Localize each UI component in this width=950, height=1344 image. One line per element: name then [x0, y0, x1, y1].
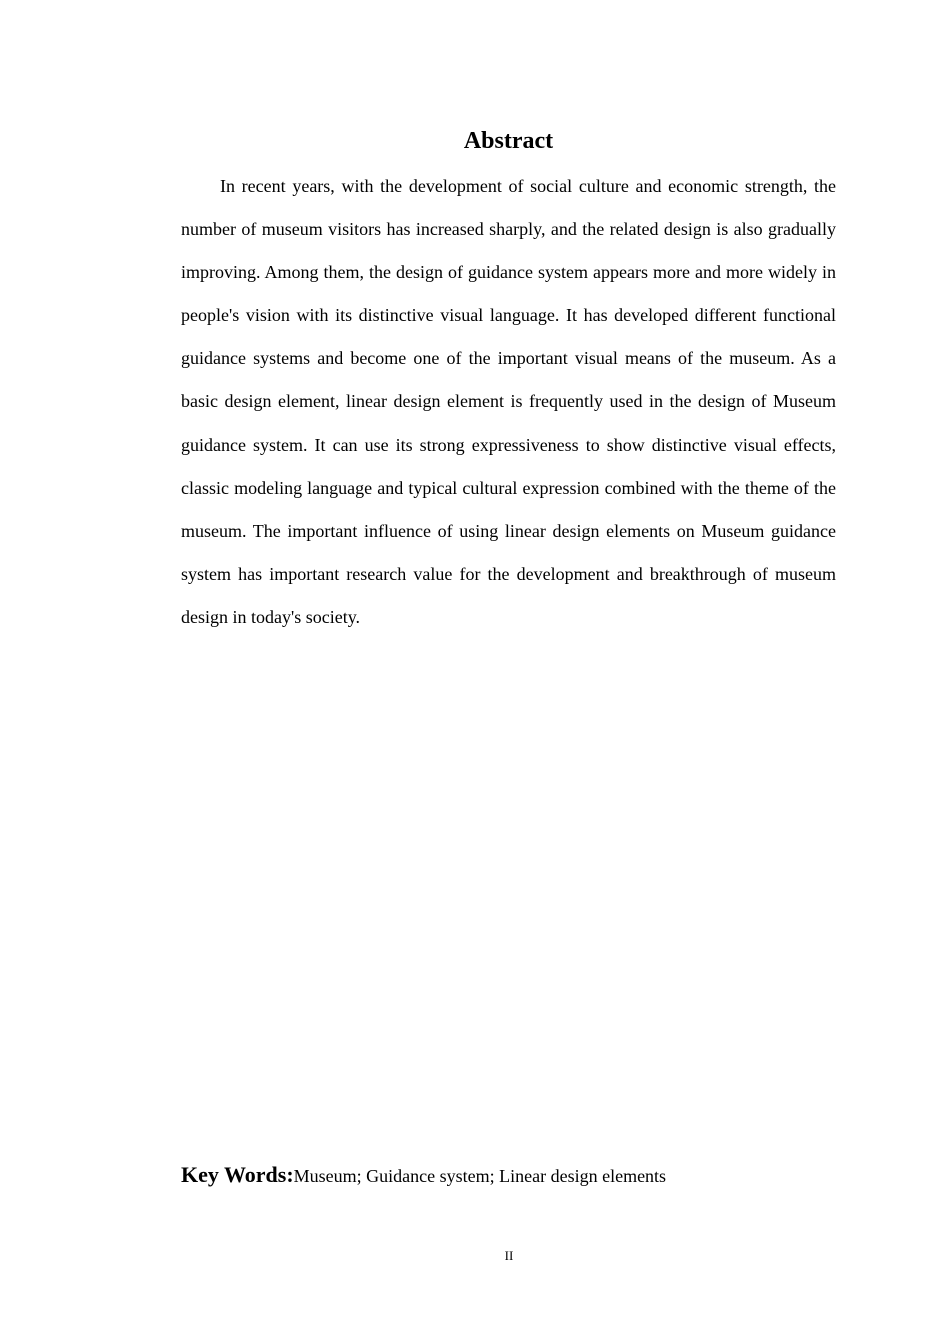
- keywords-label: Key Words:: [181, 1162, 294, 1187]
- abstract-body: In recent years, with the development of social culture and economic strength, the number of museum visitors has increased sharply, and the related design is also gradually improving. Among them, the design of guidance system appears more and more widely in people's vision with its distinctive visual language. It has developed different functional guidance systems and become one of the important visual means of the museum. As a basic design element, linear design element is frequently used in the design of Museum guidance system. It can use its strong expressiveness to show distinctive visual effects, classic modeling language and typical cultural expression combined with the theme of the museum. The important influence of using linear design elements on Museum guidance system has important research value for the development and breakthrough of museum design in today's society.: [181, 176, 836, 627]
- abstract-title: Abstract: [463, 128, 554, 154]
- keywords-text: Museum; Guidance system; Linear design elements: [293, 1166, 667, 1186]
- page-number: II: [504, 1248, 514, 1263]
- keywords-line: [181, 1156, 836, 1195]
